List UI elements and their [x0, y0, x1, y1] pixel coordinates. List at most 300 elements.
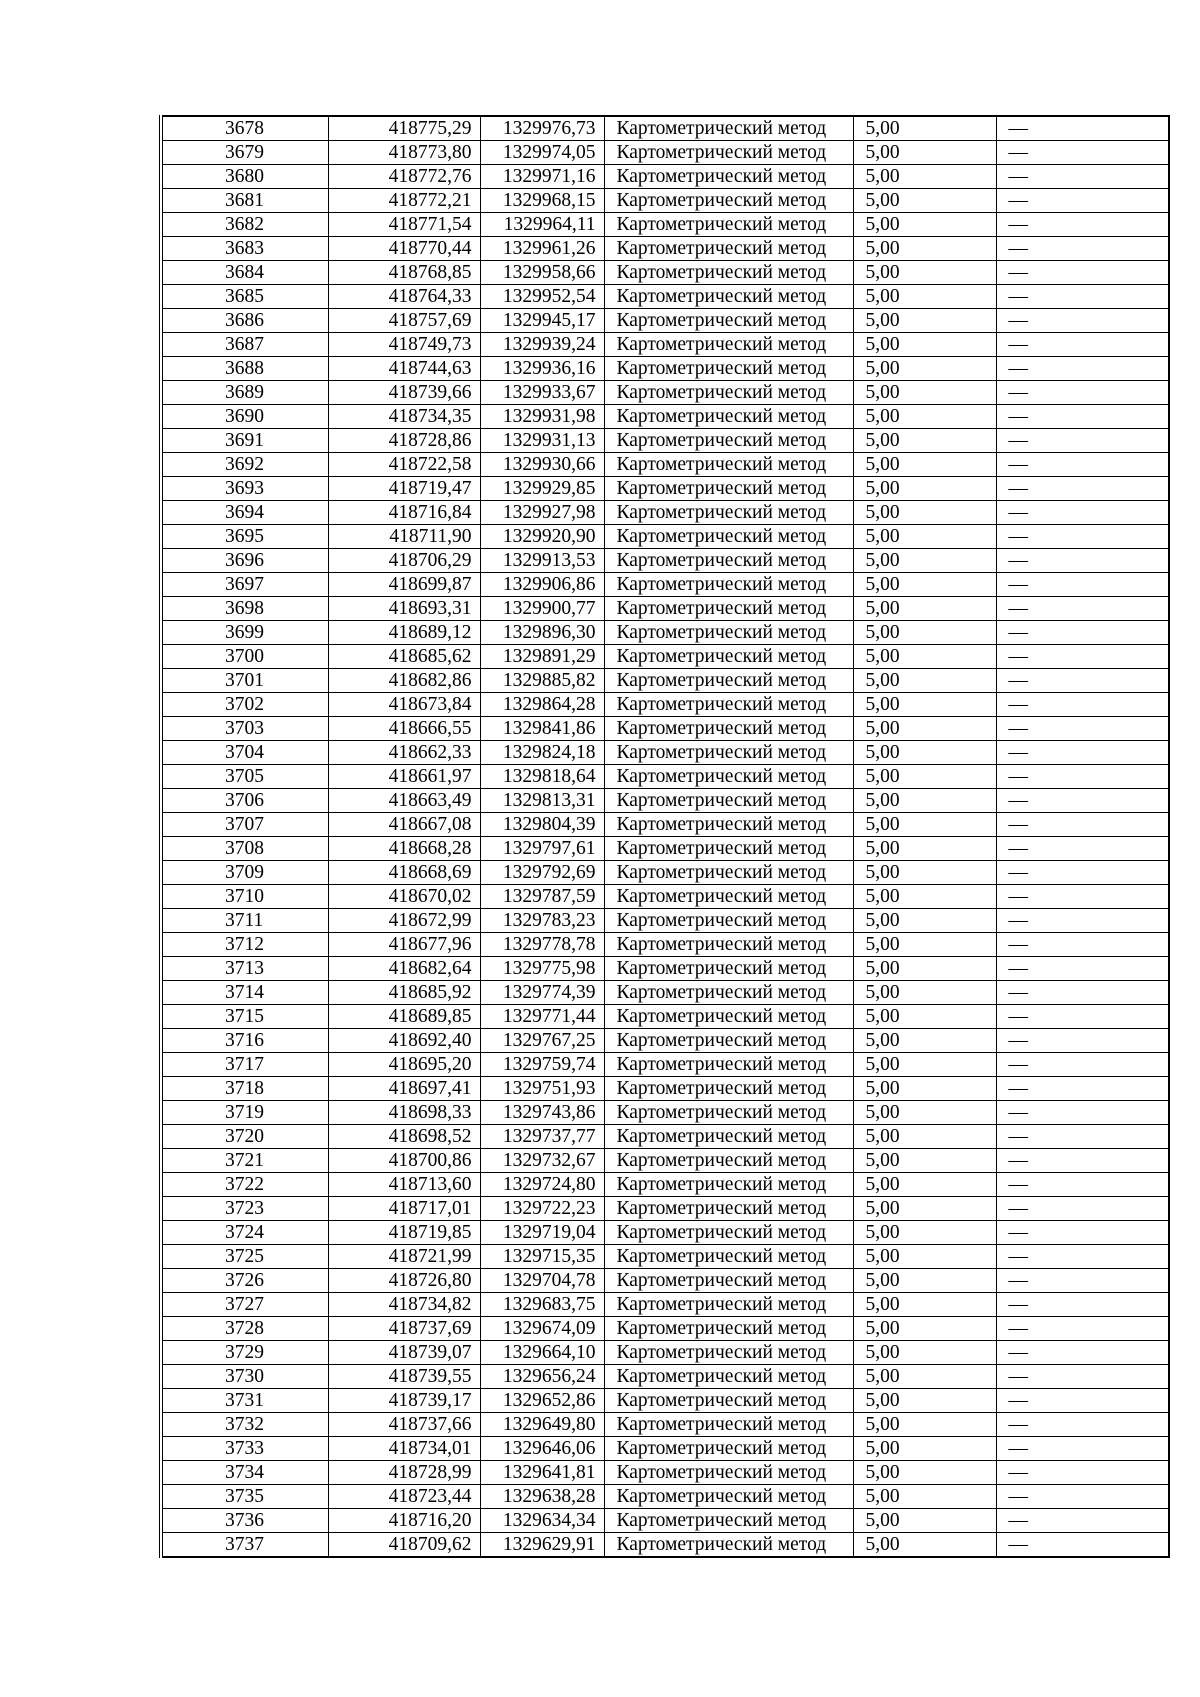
point-number-cell: 3706	[161, 789, 328, 813]
description-cell: —	[996, 909, 1169, 933]
point-number-cell: 3703	[161, 717, 328, 741]
y-coordinate-cell: 1329885,82	[480, 669, 604, 693]
x-coordinate-cell: 418721,99	[328, 1245, 480, 1269]
accuracy-cell: 5,00	[853, 837, 996, 861]
description-cell: —	[996, 1197, 1169, 1221]
point-number-cell: 3726	[161, 1269, 328, 1293]
method-cell: Картометрический метод	[604, 1029, 853, 1053]
table-row	[161, 837, 1169, 861]
x-coordinate-cell: 418739,07	[328, 1341, 480, 1365]
y-coordinate-cell: 1329958,66	[480, 261, 604, 285]
accuracy-cell: 5,00	[853, 1341, 996, 1365]
table-row	[161, 429, 1169, 453]
accuracy-cell: 5,00	[853, 789, 996, 813]
y-coordinate-cell: 1329933,67	[480, 381, 604, 405]
y-coordinate-cell: 1329813,31	[480, 789, 604, 813]
method-cell: Картометрический метод	[604, 1125, 853, 1149]
x-coordinate-cell: 418692,40	[328, 1029, 480, 1053]
table-row	[161, 525, 1169, 549]
accuracy-cell: 5,00	[853, 1125, 996, 1149]
method-cell: Картометрический метод	[604, 525, 853, 549]
y-coordinate-cell: 1329638,28	[480, 1485, 604, 1509]
x-coordinate-cell: 418666,55	[328, 717, 480, 741]
y-coordinate-cell: 1329634,34	[480, 1509, 604, 1533]
point-number-cell: 3692	[161, 453, 328, 477]
accuracy-cell: 5,00	[853, 645, 996, 669]
y-coordinate-cell: 1329641,81	[480, 1461, 604, 1485]
y-coordinate-cell: 1329841,86	[480, 717, 604, 741]
accuracy-cell: 5,00	[853, 1269, 996, 1293]
x-coordinate-cell: 418734,01	[328, 1437, 480, 1461]
x-coordinate-cell: 418739,66	[328, 381, 480, 405]
y-coordinate-cell: 1329945,17	[480, 309, 604, 333]
method-cell: Картометрический метод	[604, 1077, 853, 1101]
description-cell: —	[996, 405, 1169, 429]
description-cell: —	[996, 669, 1169, 693]
description-cell: —	[996, 1317, 1169, 1341]
description-cell: —	[996, 261, 1169, 285]
method-cell: Картометрический метод	[604, 1485, 853, 1509]
method-cell: Картометрический метод	[604, 813, 853, 837]
description-cell: —	[996, 285, 1169, 309]
description-cell: —	[996, 429, 1169, 453]
y-coordinate-cell: 1329927,98	[480, 501, 604, 525]
point-number-cell: 3689	[161, 381, 328, 405]
accuracy-cell: 5,00	[853, 549, 996, 573]
method-cell: Картометрический метод	[604, 837, 853, 861]
method-cell: Картометрический метод	[604, 237, 853, 261]
table-row	[161, 693, 1169, 717]
accuracy-cell: 5,00	[853, 1509, 996, 1533]
description-cell: —	[996, 1029, 1169, 1053]
point-number-cell: 3699	[161, 621, 328, 645]
table-row	[161, 1197, 1169, 1221]
accuracy-cell: 5,00	[853, 597, 996, 621]
accuracy-cell: 5,00	[853, 813, 996, 837]
y-coordinate-cell: 1329664,10	[480, 1341, 604, 1365]
point-number-cell: 3733	[161, 1437, 328, 1461]
method-cell: Картометрический метод	[604, 693, 853, 717]
table-row	[161, 1029, 1169, 1053]
x-coordinate-cell: 418667,08	[328, 813, 480, 837]
accuracy-cell: 5,00	[853, 1077, 996, 1101]
point-number-cell: 3697	[161, 573, 328, 597]
x-coordinate-cell: 418768,85	[328, 261, 480, 285]
accuracy-cell: 5,00	[853, 1533, 996, 1558]
description-cell: —	[996, 1005, 1169, 1029]
description-cell: —	[996, 1077, 1169, 1101]
method-cell: Картометрический метод	[604, 765, 853, 789]
x-coordinate-cell: 418673,84	[328, 693, 480, 717]
point-number-cell: 3708	[161, 837, 328, 861]
table-row	[161, 1005, 1169, 1029]
method-cell: Картометрический метод	[604, 477, 853, 501]
y-coordinate-cell: 1329929,85	[480, 477, 604, 501]
method-cell: Картометрический метод	[604, 1221, 853, 1245]
point-number-cell: 3720	[161, 1125, 328, 1149]
description-cell: —	[996, 1149, 1169, 1173]
table-row	[161, 909, 1169, 933]
accuracy-cell: 5,00	[853, 477, 996, 501]
y-coordinate-cell: 1329818,64	[480, 765, 604, 789]
point-number-cell: 3731	[161, 1389, 328, 1413]
description-cell: —	[996, 741, 1169, 765]
x-coordinate-cell: 418739,17	[328, 1389, 480, 1413]
x-coordinate-cell: 418699,87	[328, 573, 480, 597]
description-cell: —	[996, 1293, 1169, 1317]
point-number-cell: 3707	[161, 813, 328, 837]
accuracy-cell: 5,00	[853, 1293, 996, 1317]
x-coordinate-cell: 418772,76	[328, 165, 480, 189]
description-cell: —	[996, 1341, 1169, 1365]
description-cell: —	[996, 1269, 1169, 1293]
accuracy-cell: 5,00	[853, 669, 996, 693]
y-coordinate-cell: 1329804,39	[480, 813, 604, 837]
accuracy-cell: 5,00	[853, 1317, 996, 1341]
accuracy-cell: 5,00	[853, 261, 996, 285]
description-cell: —	[996, 885, 1169, 909]
table-row	[161, 717, 1169, 741]
y-coordinate-cell: 1329656,24	[480, 1365, 604, 1389]
point-number-cell: 3678	[161, 116, 328, 141]
y-coordinate-cell: 1329968,15	[480, 189, 604, 213]
description-cell: —	[996, 1365, 1169, 1389]
point-number-cell: 3737	[161, 1533, 328, 1558]
description-cell: —	[996, 957, 1169, 981]
accuracy-cell: 5,00	[853, 141, 996, 165]
point-number-cell: 3681	[161, 189, 328, 213]
accuracy-cell: 5,00	[853, 357, 996, 381]
accuracy-cell: 5,00	[853, 1365, 996, 1389]
method-cell: Картометрический метод	[604, 909, 853, 933]
table-row	[161, 1221, 1169, 1245]
table-row	[161, 141, 1169, 165]
description-cell: —	[996, 1221, 1169, 1245]
description-cell: —	[996, 477, 1169, 501]
point-number-cell: 3711	[161, 909, 328, 933]
method-cell: Картометрический метод	[604, 1197, 853, 1221]
description-cell: —	[996, 333, 1169, 357]
description-cell: —	[996, 693, 1169, 717]
y-coordinate-cell: 1329971,16	[480, 165, 604, 189]
table-row	[161, 213, 1169, 237]
description-cell: —	[996, 549, 1169, 573]
point-number-cell: 3710	[161, 885, 328, 909]
method-cell: Картометрический метод	[604, 165, 853, 189]
point-number-cell: 3682	[161, 213, 328, 237]
x-coordinate-cell: 418764,33	[328, 285, 480, 309]
method-cell: Картометрический метод	[604, 1437, 853, 1461]
table-row	[161, 1509, 1169, 1533]
point-number-cell: 3679	[161, 141, 328, 165]
accuracy-cell: 5,00	[853, 765, 996, 789]
accuracy-cell: 5,00	[853, 1173, 996, 1197]
point-number-cell: 3729	[161, 1341, 328, 1365]
accuracy-cell: 5,00	[853, 909, 996, 933]
point-number-cell: 3712	[161, 933, 328, 957]
y-coordinate-cell: 1329961,26	[480, 237, 604, 261]
y-coordinate-cell: 1329797,61	[480, 837, 604, 861]
accuracy-cell: 5,00	[853, 1485, 996, 1509]
y-coordinate-cell: 1329783,23	[480, 909, 604, 933]
y-coordinate-cell: 1329652,86	[480, 1389, 604, 1413]
accuracy-cell: 5,00	[853, 213, 996, 237]
description-cell: —	[996, 621, 1169, 645]
y-coordinate-cell: 1329646,06	[480, 1437, 604, 1461]
method-cell: Картометрический метод	[604, 597, 853, 621]
accuracy-cell: 5,00	[853, 1413, 996, 1437]
description-cell: —	[996, 645, 1169, 669]
description-cell: —	[996, 357, 1169, 381]
description-cell: —	[996, 1413, 1169, 1437]
accuracy-cell: 5,00	[853, 621, 996, 645]
point-number-cell: 3704	[161, 741, 328, 765]
accuracy-cell: 5,00	[853, 381, 996, 405]
y-coordinate-cell: 1329674,09	[480, 1317, 604, 1341]
accuracy-cell: 5,00	[853, 693, 996, 717]
accuracy-cell: 5,00	[853, 285, 996, 309]
table-row	[161, 1173, 1169, 1197]
x-coordinate-cell: 418698,33	[328, 1101, 480, 1125]
table-row	[161, 1485, 1169, 1509]
accuracy-cell: 5,00	[853, 116, 996, 141]
table-row	[161, 1245, 1169, 1269]
point-number-cell: 3688	[161, 357, 328, 381]
point-number-cell: 3717	[161, 1053, 328, 1077]
point-number-cell: 3722	[161, 1173, 328, 1197]
description-cell: —	[996, 1461, 1169, 1485]
method-cell: Картометрический метод	[604, 189, 853, 213]
accuracy-cell: 5,00	[853, 741, 996, 765]
y-coordinate-cell: 1329864,28	[480, 693, 604, 717]
table-row	[161, 285, 1169, 309]
x-coordinate-cell: 418706,29	[328, 549, 480, 573]
method-cell: Картометрический метод	[604, 1005, 853, 1029]
description-cell: —	[996, 525, 1169, 549]
table-row	[161, 1533, 1169, 1558]
point-number-cell: 3683	[161, 237, 328, 261]
description-cell: —	[996, 165, 1169, 189]
table-row	[161, 1053, 1169, 1077]
table-row	[161, 1389, 1169, 1413]
method-cell: Картометрический метод	[604, 669, 853, 693]
accuracy-cell: 5,00	[853, 1245, 996, 1269]
accuracy-cell: 5,00	[853, 1101, 996, 1125]
y-coordinate-cell: 1329683,75	[480, 1293, 604, 1317]
x-coordinate-cell: 418772,21	[328, 189, 480, 213]
description-cell: —	[996, 1173, 1169, 1197]
point-number-cell: 3680	[161, 165, 328, 189]
x-coordinate-cell: 418662,33	[328, 741, 480, 765]
table-row	[161, 477, 1169, 501]
description-cell: —	[996, 597, 1169, 621]
x-coordinate-cell: 418726,80	[328, 1269, 480, 1293]
point-number-cell: 3730	[161, 1365, 328, 1389]
table-row	[161, 885, 1169, 909]
x-coordinate-cell: 418663,49	[328, 789, 480, 813]
y-coordinate-cell: 1329930,66	[480, 453, 604, 477]
accuracy-cell: 5,00	[853, 1053, 996, 1077]
accuracy-cell: 5,00	[853, 333, 996, 357]
description-cell: —	[996, 381, 1169, 405]
method-cell: Картометрический метод	[604, 621, 853, 645]
point-number-cell: 3725	[161, 1245, 328, 1269]
accuracy-cell: 5,00	[853, 237, 996, 261]
point-number-cell: 3714	[161, 981, 328, 1005]
y-coordinate-cell: 1329900,77	[480, 597, 604, 621]
point-number-cell: 3721	[161, 1149, 328, 1173]
y-coordinate-cell: 1329737,77	[480, 1125, 604, 1149]
table-row	[161, 813, 1169, 837]
x-coordinate-cell: 418695,20	[328, 1053, 480, 1077]
x-coordinate-cell: 418737,66	[328, 1413, 480, 1437]
x-coordinate-cell: 418697,41	[328, 1077, 480, 1101]
method-cell: Картометрический метод	[604, 116, 853, 141]
method-cell: Картометрический метод	[604, 789, 853, 813]
method-cell: Картометрический метод	[604, 957, 853, 981]
method-cell: Картометрический метод	[604, 885, 853, 909]
table-row	[161, 669, 1169, 693]
y-coordinate-cell: 1329896,30	[480, 621, 604, 645]
method-cell: Картометрический метод	[604, 573, 853, 597]
method-cell: Картометрический метод	[604, 1509, 853, 1533]
y-coordinate-cell: 1329931,13	[480, 429, 604, 453]
table-row	[161, 573, 1169, 597]
y-coordinate-cell: 1329974,05	[480, 141, 604, 165]
description-cell: —	[996, 309, 1169, 333]
y-coordinate-cell: 1329939,24	[480, 333, 604, 357]
accuracy-cell: 5,00	[853, 309, 996, 333]
description-cell: —	[996, 116, 1169, 141]
table-row	[161, 741, 1169, 765]
table-row	[161, 981, 1169, 1005]
description-cell: —	[996, 933, 1169, 957]
description-cell: —	[996, 789, 1169, 813]
y-coordinate-cell: 1329952,54	[480, 285, 604, 309]
accuracy-cell: 5,00	[853, 885, 996, 909]
y-coordinate-cell: 1329719,04	[480, 1221, 604, 1245]
description-cell: —	[996, 213, 1169, 237]
y-coordinate-cell: 1329774,39	[480, 981, 604, 1005]
point-number-cell: 3690	[161, 405, 328, 429]
table-row	[161, 645, 1169, 669]
y-coordinate-cell: 1329732,67	[480, 1149, 604, 1173]
coordinates-table-body	[161, 116, 1169, 1557]
method-cell: Картометрический метод	[604, 1389, 853, 1413]
x-coordinate-cell: 418682,86	[328, 669, 480, 693]
coordinates-table	[159, 115, 1170, 1558]
y-coordinate-cell: 1329931,98	[480, 405, 604, 429]
method-cell: Картометрический метод	[604, 645, 853, 669]
point-number-cell: 3713	[161, 957, 328, 981]
x-coordinate-cell: 418661,97	[328, 765, 480, 789]
x-coordinate-cell: 418677,96	[328, 933, 480, 957]
y-coordinate-cell: 1329906,86	[480, 573, 604, 597]
accuracy-cell: 5,00	[853, 957, 996, 981]
point-number-cell: 3724	[161, 1221, 328, 1245]
accuracy-cell: 5,00	[853, 1389, 996, 1413]
y-coordinate-cell: 1329649,80	[480, 1413, 604, 1437]
table-row	[161, 597, 1169, 621]
table-row	[161, 933, 1169, 957]
table-row	[161, 309, 1169, 333]
description-cell: —	[996, 1437, 1169, 1461]
table-row	[161, 1413, 1169, 1437]
point-number-cell: 3718	[161, 1077, 328, 1101]
accuracy-cell: 5,00	[853, 525, 996, 549]
method-cell: Картометрический метод	[604, 1533, 853, 1558]
table-row	[161, 621, 1169, 645]
description-cell: —	[996, 1245, 1169, 1269]
y-coordinate-cell: 1329792,69	[480, 861, 604, 885]
accuracy-cell: 5,00	[853, 1029, 996, 1053]
table-row	[161, 1269, 1169, 1293]
method-cell: Картометрический метод	[604, 501, 853, 525]
accuracy-cell: 5,00	[853, 1005, 996, 1029]
x-coordinate-cell: 418700,86	[328, 1149, 480, 1173]
y-coordinate-cell: 1329767,25	[480, 1029, 604, 1053]
method-cell: Картометрический метод	[604, 1149, 853, 1173]
point-number-cell: 3719	[161, 1101, 328, 1125]
table-row	[161, 1317, 1169, 1341]
x-coordinate-cell: 418716,20	[328, 1509, 480, 1533]
table-row	[161, 789, 1169, 813]
method-cell: Картометрический метод	[604, 453, 853, 477]
x-coordinate-cell: 418737,69	[328, 1317, 480, 1341]
y-coordinate-cell: 1329771,44	[480, 1005, 604, 1029]
accuracy-cell: 5,00	[853, 1437, 996, 1461]
table-row	[161, 549, 1169, 573]
description-cell: —	[996, 1053, 1169, 1077]
x-coordinate-cell: 418722,58	[328, 453, 480, 477]
table-row	[161, 189, 1169, 213]
x-coordinate-cell: 418685,62	[328, 645, 480, 669]
y-coordinate-cell: 1329964,11	[480, 213, 604, 237]
point-number-cell: 3695	[161, 525, 328, 549]
x-coordinate-cell: 418719,47	[328, 477, 480, 501]
accuracy-cell: 5,00	[853, 717, 996, 741]
description-cell: —	[996, 837, 1169, 861]
point-number-cell: 3716	[161, 1029, 328, 1053]
point-number-cell: 3684	[161, 261, 328, 285]
table-row	[161, 1101, 1169, 1125]
point-number-cell: 3705	[161, 765, 328, 789]
x-coordinate-cell: 418749,73	[328, 333, 480, 357]
table-row	[161, 1125, 1169, 1149]
table-row	[161, 1341, 1169, 1365]
accuracy-cell: 5,00	[853, 861, 996, 885]
table-row	[161, 453, 1169, 477]
x-coordinate-cell: 418773,80	[328, 141, 480, 165]
accuracy-cell: 5,00	[853, 189, 996, 213]
x-coordinate-cell: 418668,69	[328, 861, 480, 885]
method-cell: Картометрический метод	[604, 1293, 853, 1317]
point-number-cell: 3702	[161, 693, 328, 717]
y-coordinate-cell: 1329629,91	[480, 1533, 604, 1558]
method-cell: Картометрический метод	[604, 1413, 853, 1437]
method-cell: Картометрический метод	[604, 1245, 853, 1269]
method-cell: Картометрический метод	[604, 741, 853, 765]
method-cell: Картометрический метод	[604, 933, 853, 957]
accuracy-cell: 5,00	[853, 429, 996, 453]
description-cell: —	[996, 189, 1169, 213]
point-number-cell: 3686	[161, 309, 328, 333]
point-number-cell: 3693	[161, 477, 328, 501]
accuracy-cell: 5,00	[853, 1461, 996, 1485]
description-cell: —	[996, 1485, 1169, 1509]
accuracy-cell: 5,00	[853, 501, 996, 525]
method-cell: Картометрический метод	[604, 981, 853, 1005]
